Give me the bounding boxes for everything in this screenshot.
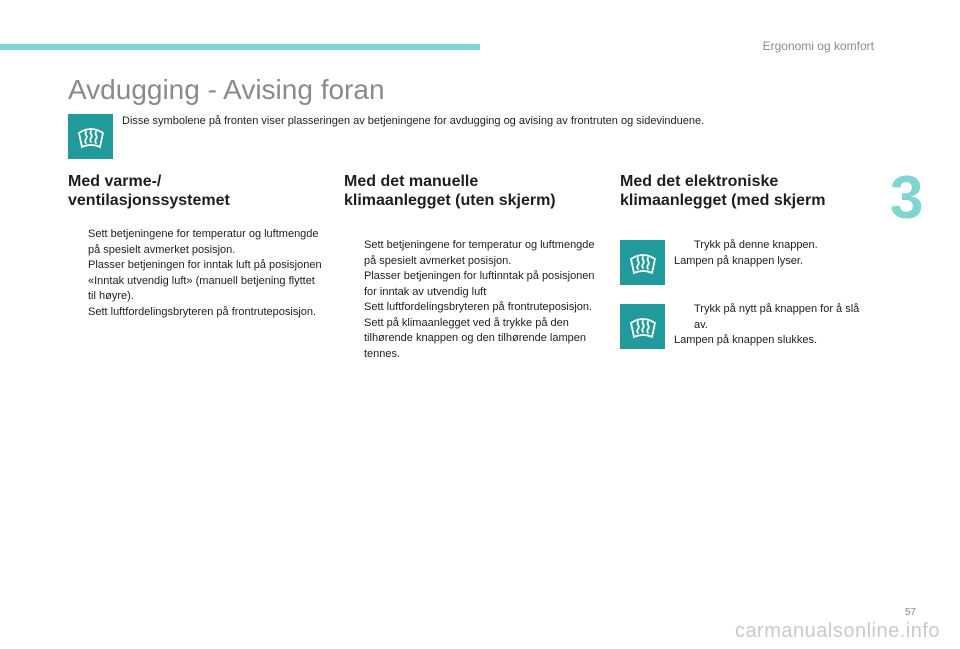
list-item	[68, 258, 323, 305]
list-item-text: Sett betjeningene for temperatur og luftmengde på spesielt avmerket posisjon.	[364, 239, 595, 267]
column-heading	[344, 172, 599, 210]
column-heading	[620, 172, 875, 210]
step-result: Lampen på knappen lyser.	[674, 254, 804, 267]
column-heading	[68, 172, 323, 210]
column-electronic-climate	[620, 172, 875, 210]
list-item-text: Sett luftfordelingsbryteren på frontruteposisjon.	[88, 305, 317, 318]
step-item	[674, 238, 874, 269]
chapter-number: 3	[890, 164, 924, 231]
list-item-text: Plasser betjeningen for inntak luft på posisjonen «Inntak utvendig luft» (manuell betjening flyttet til høyre).	[88, 259, 322, 302]
column-manual-climate	[344, 172, 599, 362]
heading-line: ventilasjonssystemet	[68, 192, 230, 209]
list-item-text: Sett betjeningene for temperatur og luftmengde på spesielt avmerket posisjon.	[88, 228, 319, 256]
section-label: Ergonomi og komfort	[762, 39, 874, 53]
header-accent-bar	[0, 44, 480, 50]
step-action: Trykk på nytt på knappen for å slå av.	[694, 303, 860, 331]
step-action: Trykk på denne knappen.	[694, 239, 818, 251]
windscreen-defrost-icon	[620, 304, 665, 349]
list-item-text: Plasser betjeningen for luftinntak på posisjonen for inntak av utvendig luft	[364, 270, 595, 298]
list-item	[344, 316, 599, 363]
list-item-text: Sett på klimaanlegget ved å trykke på den tilhørende knappen og den tilhørende lampen tennes.	[364, 316, 586, 360]
windscreen-defrost-icon	[620, 240, 665, 285]
watermark: carmanualsonline.info	[734, 620, 940, 642]
list-item-text: Sett luftfordelingsbryteren på frontruteposisjon.	[364, 301, 593, 313]
instruction-list	[68, 227, 323, 320]
list-item	[68, 305, 323, 321]
instruction-list	[344, 238, 599, 362]
windscreen-defrost-icon	[68, 114, 113, 159]
list-item	[344, 269, 599, 300]
heading-line: Med varme-/	[68, 173, 162, 190]
column-heating-ventilation	[68, 172, 323, 320]
list-item	[344, 300, 599, 316]
heading-line: klimaanlegget (uten skjerm)	[344, 192, 556, 209]
heading-line: Med det elektroniske	[620, 173, 779, 190]
list-item	[344, 238, 599, 269]
heading-line: klimaanlegget (med skjerm	[620, 192, 826, 209]
page-title: Avdugging - Avising foran	[68, 74, 385, 105]
heading-line: Med det manuelle	[344, 173, 479, 190]
step-result: Lampen på knappen slukkes.	[674, 334, 818, 346]
intro-text: Disse symbolene på fronten viser plasseringen av betjeningene for avdugging og avising av frontruten og sidevinduene.	[122, 115, 705, 127]
list-item	[68, 227, 323, 258]
step-item	[674, 302, 864, 349]
page-number: 57	[904, 607, 916, 618]
